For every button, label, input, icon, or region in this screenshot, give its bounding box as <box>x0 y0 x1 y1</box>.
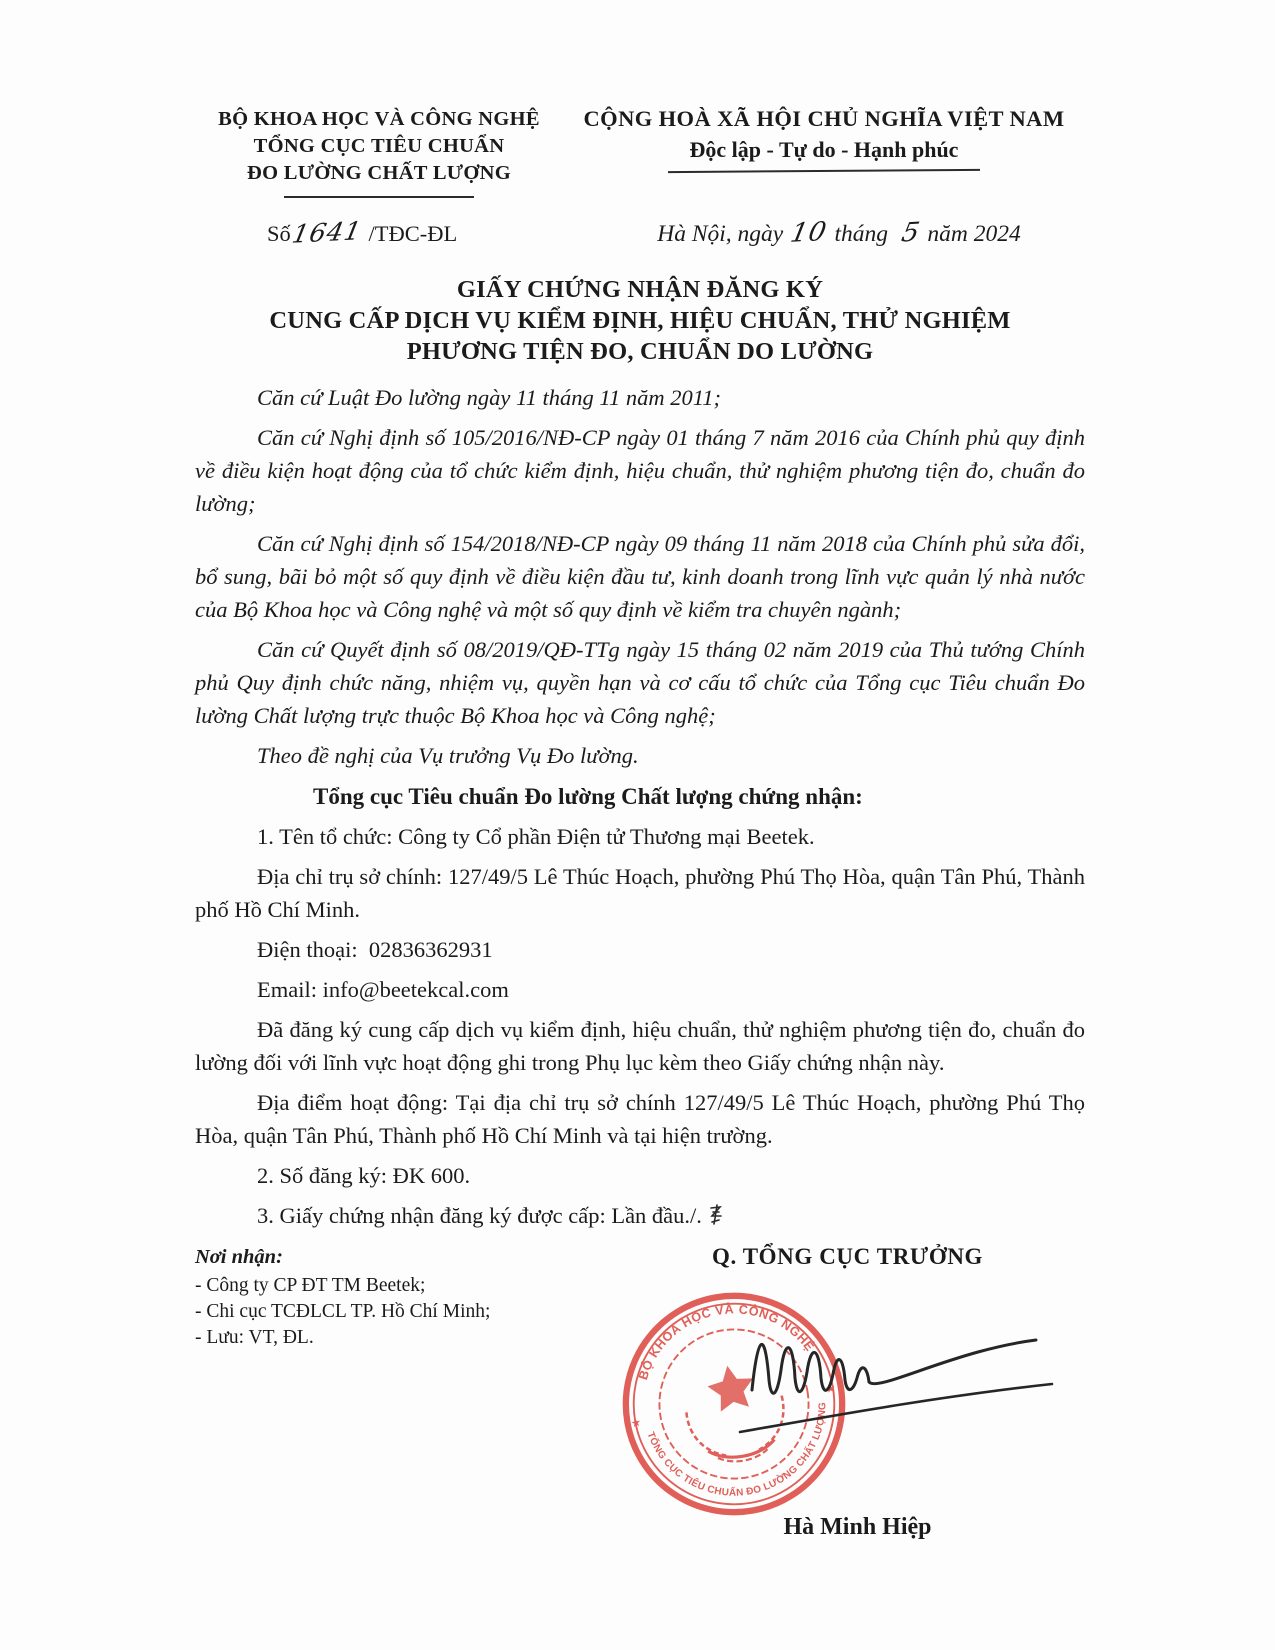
issuance-text: 3. Giấy chứng nhận đăng ký được cấp: Lần đầu./. <box>257 1203 702 1228</box>
certify-heading: Tổng cục Tiêu chuẩn Đo lường Chất lượng chứng nhận: <box>313 784 863 809</box>
doc-number-suffix: /TĐC-ĐL <box>362 221 458 246</box>
handwritten-end-mark-icon <box>708 1204 724 1226</box>
phone-line: Điện thoại: 02836362931 <box>257 937 493 962</box>
motto: Độc lập - Tự do - Hạnh phúc <box>689 137 959 162</box>
issuance-line <box>195 1199 1085 1232</box>
seal-arc-top-text: BỘ KHOA HỌC VÀ CÔNG NGHỆ <box>636 1302 817 1382</box>
number-date-row <box>195 218 1085 248</box>
recipient-item: - Chi cục TCĐLCL TP. Hồ Chí Minh; <box>195 1301 491 1322</box>
doc-number <box>195 218 563 248</box>
title-line-1: GIẤY CHỨNG NHẬN ĐĂNG KÝ <box>456 276 824 303</box>
seal-star-separator-left: ★ <box>629 1416 643 1431</box>
email-line: Email: info@beetekcal.com <box>257 977 509 1002</box>
date-day-handwritten: 10 <box>787 217 830 249</box>
signer-title: Q. TỔNG CỤC TRƯỞNG <box>711 1244 984 1269</box>
motto-underline <box>668 169 980 173</box>
document-title <box>195 274 1085 367</box>
org-parent-name: BỘ KHOA HỌC VÀ CÔNG NGHỆ <box>218 108 540 130</box>
recipients-label: Nơi nhận: <box>195 1246 283 1268</box>
preamble-paragraph: Căn cứ Nghị định số 105/2016/NĐ-CP ngày 01 tháng 7 năm 2016 của Chính phủ quy định về điều kiện hoạt động của tổ chức kiểm định, hiệu chuẩn, thử nghiệm phương tiện đo, chuẩn đo lường; <box>195 425 1091 516</box>
handwritten-signature <box>730 1290 1070 1460</box>
address-line: Địa chỉ trụ sở chính: 127/49/5 Lê Thúc Hoạch, phường Phú Thọ Hòa, quận Tân Phú, Thành phố Hồ Chí Minh. <box>195 864 1091 922</box>
preamble-section <box>195 381 1091 1232</box>
org-name-line2: TỔNG CỤC TIÊU CHUẨN <box>253 135 505 157</box>
operation-location-line: Địa điểm hoạt động: Tại địa chỉ trụ sở chính 127/49/5 Lê Thúc Hoạch, phường Phú Thọ Hòa, quận Tân Phú, Thành phố Hồ Chí Minh và tại hiện trường. <box>195 1090 1091 1148</box>
preamble-paragraph: Căn cứ Luật Đo lường ngày 11 tháng 11 năm 2011; <box>257 385 722 410</box>
date-year: năm 2024 <box>927 221 1021 247</box>
title-line-3: PHƯƠNG TIỆN ĐO, CHUẨN DO LƯỜNG <box>406 338 874 365</box>
seal-star-separator-right: ★ <box>824 1382 837 1397</box>
date-month-handwritten: 5 <box>898 217 923 249</box>
preamble-paragraph: Theo đề nghị của Vụ trưởng Vụ Đo lường. <box>257 743 639 768</box>
issuing-org-block <box>195 106 563 198</box>
signer-name: Hà Minh Hiệp <box>783 1514 932 1540</box>
issue-date <box>563 218 1085 248</box>
recipients-block <box>195 1244 625 1574</box>
date-thang: tháng <box>834 221 888 247</box>
registered-services-line: Đã đăng ký cung cấp dịch vụ kiểm định, hiệu chuẩn, thử nghiệm phương tiện đo, chuẩn đo lường đối với lĩnh vực hoạt động ghi trong Phụ lục kèm theo Giấy chứng nhận này. <box>195 1017 1091 1075</box>
document-header <box>195 106 1085 198</box>
org-underline <box>284 196 474 198</box>
title-line-2: CUNG CẤP DỊCH VỤ KIỂM ĐỊNH, HIỆU CHUẨN, THỬ NGHIỆM <box>269 307 1011 334</box>
seal-arc-bottom-text: TỔNG CỤC TIÊU CHUẨN ĐO LƯỜNG CHẤT LƯỢNG <box>644 1401 829 1499</box>
org-name-line3: ĐO LƯỜNG CHẤT LƯỢNG <box>246 162 512 184</box>
registration-number-line: 2. Số đăng ký: ĐK 600. <box>257 1163 471 1188</box>
preamble-paragraph: Căn cứ Nghị định số 154/2018/NĐ-CP ngày 09 tháng 11 năm 2018 của Chính phủ sửa đổi, bổ sung, bãi bỏ một số quy định về điều kiện đầu tư, kinh doanh trong lĩnh vực quản lý nhà nước của Bộ Khoa học và Công nghệ và một số quy định về kiểm tra chuyên ngành; <box>195 531 1091 622</box>
preamble-paragraph: Căn cứ Quyết định số 08/2019/QĐ-TTg ngày 15 tháng 02 năm 2019 của Thủ tướng Chính phủ Quy định chức năng, nhiệm vụ, quyền hạn và cơ cấu tổ chức của Tổng cục Tiêu chuẩn Đo lường Chất lượng trực thuộc Bộ Khoa học và Công nghệ; <box>195 637 1091 728</box>
country-name: CỘNG HOÀ XÃ HỘI CHỦ NGHĨA VIỆT NAM <box>583 106 1065 131</box>
recipient-item: - Công ty CP ĐT TM Beetek; <box>195 1275 426 1296</box>
doc-number-handwritten: 1641 <box>289 216 365 249</box>
date-place: Hà Nội, ngày <box>657 221 784 247</box>
footer-section <box>195 1244 1085 1574</box>
org-name-line: 1. Tên tổ chức: Công ty Cổ phần Điện tử Thương mại Beetek. <box>257 824 815 849</box>
signature-block <box>630 1244 1085 1574</box>
national-motto-block <box>563 106 1085 172</box>
doc-number-prefix: Số <box>267 221 291 246</box>
recipient-item: - Lưu: VT, ĐL. <box>195 1327 314 1348</box>
